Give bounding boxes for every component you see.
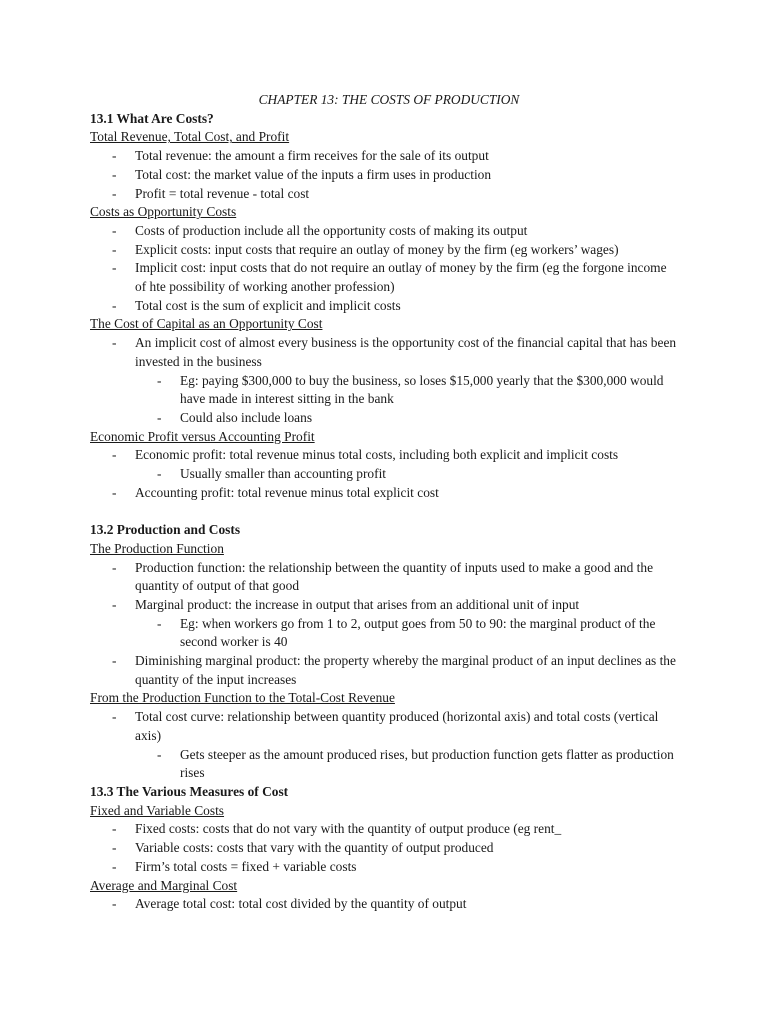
bullet-item: - Costs of production include all the opportunity costs of making its output: [90, 222, 680, 241]
bullet-item: - Variable costs: costs that vary with the quantity of output produced: [90, 839, 680, 858]
bullet-item: - Total cost curve: relationship between quantity produced (horizontal axis) and total costs (vertical axis): [90, 708, 680, 745]
section-heading: 13.2 Production and Costs: [90, 522, 241, 538]
bullet-item: - Economic profit: total revenue minus total costs, including both explicit and implicit costs: [90, 446, 680, 465]
bullet-item: - Diminishing marginal product: the property whereby the marginal product of an input declines as the quantity of the input increases: [90, 652, 680, 689]
blank-line: [90, 502, 680, 521]
sub-bullet-item: - Gets steeper as the amount produced rises, but production function gets flatter as production rises: [90, 746, 680, 783]
bullet-item: - Production function: the relationship between the quantity of inputs used to make a good and the quantity of output of that good: [90, 559, 680, 596]
sub-bullet-item: - Usually smaller than accounting profit: [90, 465, 680, 484]
bullet-item: - Explicit costs: input costs that require an outlay of money by the firm (eg workers’ wages): [90, 241, 680, 260]
bullet-item: - Marginal product: the increase in output that arises from an additional unit of input: [90, 596, 680, 615]
sub-bullet-item: - Eg: paying $300,000 to buy the business, so loses $15,000 yearly that the $300,000 would have made in interest sitting in the bank: [90, 372, 680, 409]
subsection-heading: From the Production Function to the Total-Cost Revenue: [90, 690, 395, 706]
bullet-item: - Fixed costs: costs that do not vary with the quantity of output produce (eg rent_: [90, 820, 680, 839]
bullet-item: - Accounting profit: total revenue minus total explicit cost: [90, 484, 680, 503]
section-heading: 13.1 What Are Costs?: [90, 110, 214, 126]
bullet-item: - Average total cost: total cost divided by the quantity of output: [90, 895, 680, 914]
chapter-title: CHAPTER 13: THE COSTS OF PRODUCTION: [258, 92, 520, 107]
bullet-item: - Implicit cost: input costs that do not require an outlay of money by the firm (eg the forgone income of hte possibility of working another profession): [90, 259, 680, 296]
subsection-heading: Economic Profit versus Accounting Profit: [90, 428, 315, 444]
bullet-item: - Profit = total revenue - total cost: [90, 185, 680, 204]
bullet-item: - Firm’s total costs = fixed + variable costs: [90, 858, 680, 877]
bullet-item: - Total cost is the sum of explicit and implicit costs: [90, 297, 680, 316]
subsection-heading: The Production Function: [90, 540, 224, 556]
bullet-item: - Total cost: the market value of the inputs a firm uses in production: [90, 166, 680, 185]
subsection-heading: Total Revenue, Total Cost, and Profit: [90, 129, 290, 145]
sub-bullet-item: - Eg: when workers go from 1 to 2, output goes from 50 to 90: the marginal product of the second worker is 40: [90, 615, 680, 652]
bullet-item: - Total revenue: the amount a firm receives for the sale of its output: [90, 147, 680, 166]
bullet-item: - An implicit cost of almost every business is the opportunity cost of the financial capital that has been invested in the business: [90, 334, 680, 371]
subsection-heading: Fixed and Variable Costs: [90, 802, 225, 818]
subsection-heading: The Cost of Capital as an Opportunity Cost: [90, 316, 323, 332]
subsection-heading: Average and Marginal Cost: [90, 877, 238, 893]
document-body: [90, 91, 680, 914]
sub-bullet-item: - Could also include loans: [90, 409, 680, 428]
subsection-heading: Costs as Opportunity Costs: [90, 204, 237, 220]
section-heading: 13.3 The Various Measures of Cost: [90, 784, 289, 799]
